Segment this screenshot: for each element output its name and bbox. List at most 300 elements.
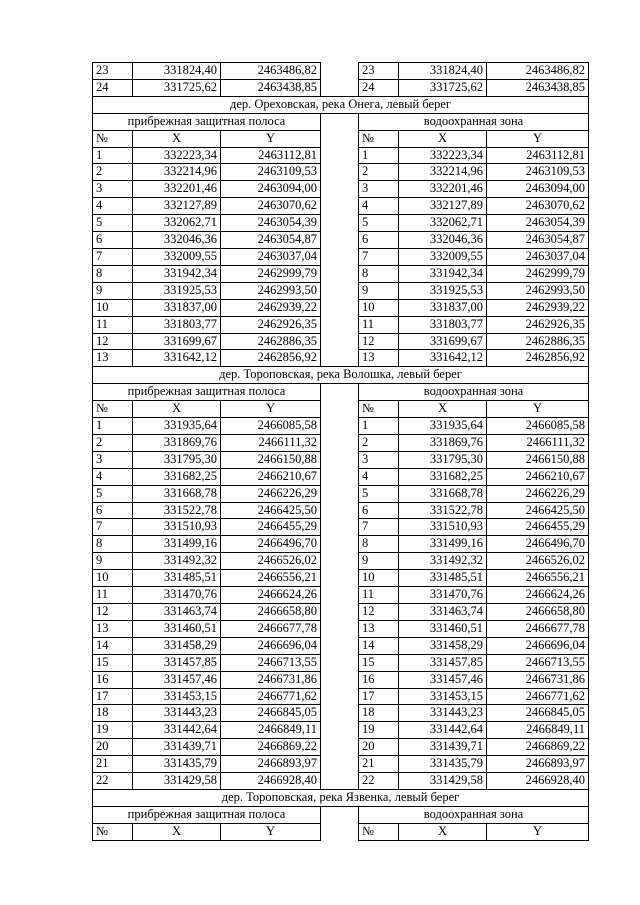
water-zone-label: водоохранная зона (359, 384, 589, 401)
point-number: 12 (93, 604, 133, 621)
column-gap (321, 299, 359, 316)
header-x: X (133, 823, 221, 840)
table-row (93, 756, 589, 773)
point-number: 2 (93, 434, 133, 451)
coord-x: 331492,32 (399, 553, 487, 570)
coord-x: 331725,62 (399, 79, 487, 96)
table-row (93, 434, 589, 451)
point-number: 15 (93, 654, 133, 671)
section-title: дер. Тороповская, река Волошка, левый берег (93, 367, 589, 384)
coord-x: 331470,76 (133, 587, 221, 604)
coord-x: 332223,34 (399, 147, 487, 164)
coord-x: 332009,55 (399, 248, 487, 265)
table-row (93, 198, 589, 215)
point-number: 5 (359, 485, 399, 502)
zone-header-row (93, 806, 589, 823)
column-gap (321, 232, 359, 249)
column-gap (321, 502, 359, 519)
point-number: 16 (359, 671, 399, 688)
point-number: 18 (93, 705, 133, 722)
coord-y: 2466624,26 (487, 587, 589, 604)
point-number: 11 (359, 316, 399, 333)
point-number: 1 (359, 418, 399, 435)
coord-x: 331522,78 (399, 502, 487, 519)
point-number: 9 (93, 553, 133, 570)
table-row (93, 63, 589, 80)
column-gap (321, 418, 359, 435)
coord-x: 331824,40 (399, 63, 487, 80)
column-gap (321, 248, 359, 265)
table-row (93, 536, 589, 553)
coord-y: 2463112,81 (221, 147, 321, 164)
coord-x: 331470,76 (399, 587, 487, 604)
coord-x: 331443,23 (133, 705, 221, 722)
coord-x: 331668,78 (399, 485, 487, 502)
column-gap (321, 536, 359, 553)
coord-y: 2462926,35 (487, 316, 589, 333)
table-row (93, 79, 589, 96)
column-header-row (93, 130, 589, 147)
table-row (93, 637, 589, 654)
coord-y: 2466677,78 (487, 620, 589, 637)
coord-y: 2466869,22 (487, 739, 589, 756)
column-gap (321, 671, 359, 688)
header-x: X (399, 823, 487, 840)
point-number: 1 (93, 147, 133, 164)
point-number: 19 (93, 722, 133, 739)
header-x: X (399, 130, 487, 147)
coord-y: 2466111,32 (487, 434, 589, 451)
point-number: 13 (359, 350, 399, 367)
coord-y: 2466226,29 (221, 485, 321, 502)
column-gap (321, 485, 359, 502)
point-number: 12 (93, 333, 133, 350)
point-number: 7 (93, 519, 133, 536)
coord-y: 2466085,58 (487, 418, 589, 435)
coord-x: 332046,36 (399, 232, 487, 249)
coord-x: 331457,85 (399, 654, 487, 671)
coord-x: 332223,34 (133, 147, 221, 164)
coord-y: 2463438,85 (221, 79, 321, 96)
column-gap (321, 215, 359, 232)
point-number: 20 (93, 739, 133, 756)
section-title-row (93, 96, 589, 113)
section-title: дер. Тороповская, река Язвенка, левый берег (93, 789, 589, 806)
table-row (93, 671, 589, 688)
header-x: X (399, 401, 487, 418)
column-gap (321, 316, 359, 333)
coordinates-table (92, 62, 589, 841)
column-header-row (93, 401, 589, 418)
coord-x: 331510,93 (399, 519, 487, 536)
column-gap (321, 350, 359, 367)
point-number: 6 (93, 232, 133, 249)
column-gap (321, 739, 359, 756)
table-row (93, 519, 589, 536)
column-gap (321, 773, 359, 790)
point-number: 4 (93, 198, 133, 215)
column-gap (321, 519, 359, 536)
table-row (93, 181, 589, 198)
coord-y: 2466111,32 (221, 434, 321, 451)
coord-x: 331439,71 (399, 739, 487, 756)
coord-y: 2466624,26 (221, 587, 321, 604)
table-row (93, 418, 589, 435)
coord-y: 2463037,04 (487, 248, 589, 265)
coord-y: 2466771,62 (487, 688, 589, 705)
coord-x: 331442,64 (399, 722, 487, 739)
coord-y: 2466845,05 (487, 705, 589, 722)
column-gap (321, 113, 359, 130)
coord-x: 331499,16 (399, 536, 487, 553)
coord-y: 2462856,92 (221, 350, 321, 367)
column-gap (321, 333, 359, 350)
point-number: 13 (93, 620, 133, 637)
point-number: 11 (93, 587, 133, 604)
coord-y: 2463486,82 (487, 63, 589, 80)
point-number: 7 (359, 519, 399, 536)
point-number: 4 (359, 198, 399, 215)
coord-x: 331485,51 (399, 570, 487, 587)
table-row (93, 604, 589, 621)
coord-y: 2466226,29 (487, 485, 589, 502)
point-number: 9 (93, 282, 133, 299)
point-number: 5 (359, 215, 399, 232)
table-row (93, 485, 589, 502)
coord-x: 331725,62 (133, 79, 221, 96)
coord-x: 331795,30 (133, 451, 221, 468)
coord-y: 2466849,11 (487, 722, 589, 739)
coord-x: 331869,76 (399, 434, 487, 451)
point-number: 10 (359, 570, 399, 587)
point-number: 22 (93, 773, 133, 790)
table-row (93, 468, 589, 485)
coord-x: 332127,89 (399, 198, 487, 215)
point-number: 17 (93, 688, 133, 705)
table-row (93, 265, 589, 282)
coord-y: 2462999,79 (487, 265, 589, 282)
table-row (93, 553, 589, 570)
coord-x: 331803,77 (133, 316, 221, 333)
table-row (93, 232, 589, 249)
header-y: Y (487, 823, 589, 840)
coord-x: 331460,51 (399, 620, 487, 637)
coord-x: 331522,78 (133, 502, 221, 519)
section-title: дер. Ореховская, река Онега, левый берег (93, 96, 589, 113)
column-gap (321, 806, 359, 823)
table-row (93, 620, 589, 637)
coord-y: 2466731,86 (221, 671, 321, 688)
point-number: 24 (93, 79, 133, 96)
table-row (93, 282, 589, 299)
header-no: № (359, 823, 399, 840)
point-number: 7 (93, 248, 133, 265)
point-number: 20 (359, 739, 399, 756)
column-gap (321, 181, 359, 198)
header-x: X (133, 130, 221, 147)
coord-y: 2463438,85 (487, 79, 589, 96)
point-number: 21 (359, 756, 399, 773)
coord-y: 2466928,40 (221, 773, 321, 790)
coord-y: 2463070,62 (221, 198, 321, 215)
column-gap (321, 604, 359, 621)
point-number: 2 (93, 164, 133, 181)
table-row (93, 722, 589, 739)
header-y: Y (221, 401, 321, 418)
coord-x: 332062,71 (133, 215, 221, 232)
point-number: 12 (359, 604, 399, 621)
point-number: 23 (359, 63, 399, 80)
coord-x: 332046,36 (133, 232, 221, 249)
point-number: 14 (359, 637, 399, 654)
column-gap (321, 265, 359, 282)
table-row (93, 705, 589, 722)
column-gap (321, 282, 359, 299)
coord-x: 331699,67 (399, 333, 487, 350)
coord-y: 2466869,22 (221, 739, 321, 756)
coord-x: 331510,93 (133, 519, 221, 536)
table-row (93, 654, 589, 671)
coord-y: 2466455,29 (487, 519, 589, 536)
table-row (93, 147, 589, 164)
coord-x: 331453,15 (399, 688, 487, 705)
coord-x: 331439,71 (133, 739, 221, 756)
header-no: № (359, 401, 399, 418)
coord-y: 2462993,50 (221, 282, 321, 299)
coord-y: 2466771,62 (221, 688, 321, 705)
coord-x: 331435,79 (399, 756, 487, 773)
column-gap (321, 63, 359, 80)
coord-y: 2466455,29 (221, 519, 321, 536)
coord-y: 2463094,00 (487, 181, 589, 198)
coord-y: 2463054,39 (487, 215, 589, 232)
coord-y: 2466150,88 (487, 451, 589, 468)
point-number: 10 (359, 299, 399, 316)
point-number: 2 (359, 164, 399, 181)
column-gap (321, 823, 359, 840)
point-number: 8 (93, 536, 133, 553)
coord-x: 332201,46 (133, 181, 221, 198)
coord-x: 331457,46 (399, 671, 487, 688)
header-y: Y (487, 130, 589, 147)
column-gap (321, 587, 359, 604)
column-gap (321, 79, 359, 96)
coord-x: 331795,30 (399, 451, 487, 468)
coord-y: 2462926,35 (221, 316, 321, 333)
coord-x: 331942,34 (133, 265, 221, 282)
point-number: 21 (93, 756, 133, 773)
header-y: Y (487, 401, 589, 418)
table-row (93, 248, 589, 265)
header-y: Y (221, 130, 321, 147)
point-number: 12 (359, 333, 399, 350)
point-number: 8 (93, 265, 133, 282)
coord-y: 2462999,79 (221, 265, 321, 282)
coord-y: 2466696,04 (221, 637, 321, 654)
coord-y: 2462939,22 (487, 299, 589, 316)
header-y: Y (221, 823, 321, 840)
coord-x: 331824,40 (133, 63, 221, 80)
coord-x: 331457,85 (133, 654, 221, 671)
coastal-strip-label: прибрежная защитная полоса (93, 113, 321, 130)
point-number: 9 (359, 282, 399, 299)
coord-y: 2463112,81 (487, 147, 589, 164)
coord-x: 331837,00 (399, 299, 487, 316)
section-title-row (93, 367, 589, 384)
point-number: 6 (359, 232, 399, 249)
coord-y: 2466677,78 (221, 620, 321, 637)
coord-y: 2463486,82 (221, 63, 321, 80)
coord-y: 2462993,50 (487, 282, 589, 299)
column-gap (321, 130, 359, 147)
coord-x: 332214,96 (133, 164, 221, 181)
coord-x: 331485,51 (133, 570, 221, 587)
section-title-row (93, 789, 589, 806)
table-row (93, 773, 589, 790)
coord-y: 2462856,92 (487, 350, 589, 367)
coord-x: 331642,12 (133, 350, 221, 367)
coord-x: 331463,74 (133, 604, 221, 621)
water-zone-label: водоохранная зона (359, 113, 589, 130)
coastal-strip-label: прибрежная защитная полоса (93, 384, 321, 401)
coord-y: 2463109,53 (487, 164, 589, 181)
coord-y: 2466210,67 (487, 468, 589, 485)
coord-y: 2466556,21 (221, 570, 321, 587)
point-number: 22 (359, 773, 399, 790)
coord-x: 331682,25 (133, 468, 221, 485)
point-number: 2 (359, 434, 399, 451)
header-no: № (93, 130, 133, 147)
point-number: 4 (93, 468, 133, 485)
table-row (93, 688, 589, 705)
header-no: № (93, 823, 133, 840)
column-gap (321, 654, 359, 671)
table-row (93, 739, 589, 756)
point-number: 6 (93, 502, 133, 519)
coord-x: 331463,74 (399, 604, 487, 621)
point-number: 14 (93, 637, 133, 654)
coord-x: 332201,46 (399, 181, 487, 198)
coord-y: 2463109,53 (221, 164, 321, 181)
point-number: 18 (359, 705, 399, 722)
coord-x: 331458,29 (399, 637, 487, 654)
coord-y: 2462886,35 (221, 333, 321, 350)
coord-x: 331942,34 (399, 265, 487, 282)
zone-header-row (93, 384, 589, 401)
coord-y: 2463037,04 (221, 248, 321, 265)
coord-y: 2466845,05 (221, 705, 321, 722)
table-row (93, 451, 589, 468)
coord-x: 331668,78 (133, 485, 221, 502)
column-gap (321, 401, 359, 418)
coord-y: 2462939,22 (221, 299, 321, 316)
coord-x: 331429,58 (399, 773, 487, 790)
point-number: 13 (359, 620, 399, 637)
coord-y: 2466928,40 (487, 773, 589, 790)
coord-y: 2466849,11 (221, 722, 321, 739)
coord-x: 331443,23 (399, 705, 487, 722)
column-gap (321, 722, 359, 739)
column-gap (321, 384, 359, 401)
point-number: 6 (359, 502, 399, 519)
coord-y: 2466526,02 (487, 553, 589, 570)
column-gap (321, 705, 359, 722)
point-number: 7 (359, 248, 399, 265)
coord-y: 2466150,88 (221, 451, 321, 468)
coord-y: 2466496,70 (487, 536, 589, 553)
column-gap (321, 688, 359, 705)
coord-y: 2466425,50 (221, 502, 321, 519)
table-row (93, 164, 589, 181)
coord-y: 2466731,86 (487, 671, 589, 688)
coord-y: 2463054,87 (221, 232, 321, 249)
coord-x: 331935,64 (133, 418, 221, 435)
point-number: 8 (359, 536, 399, 553)
coastal-strip-label: прибрежная защитная полоса (93, 806, 321, 823)
column-gap (321, 620, 359, 637)
coord-y: 2463054,39 (221, 215, 321, 232)
table-row (93, 299, 589, 316)
coord-y: 2466696,04 (487, 637, 589, 654)
coord-x: 331935,64 (399, 418, 487, 435)
point-number: 8 (359, 265, 399, 282)
coord-x: 331453,15 (133, 688, 221, 705)
coord-x: 331442,64 (133, 722, 221, 739)
point-number: 3 (93, 181, 133, 198)
coord-y: 2463070,62 (487, 198, 589, 215)
column-gap (321, 637, 359, 654)
table-row (93, 350, 589, 367)
coord-x: 332009,55 (133, 248, 221, 265)
coord-y: 2466425,50 (487, 502, 589, 519)
coord-x: 331642,12 (399, 350, 487, 367)
point-number: 1 (359, 147, 399, 164)
coord-y: 2466893,97 (487, 756, 589, 773)
column-gap (321, 756, 359, 773)
point-number: 24 (359, 79, 399, 96)
table-row (93, 316, 589, 333)
point-number: 3 (359, 451, 399, 468)
table-row (93, 502, 589, 519)
point-number: 17 (359, 688, 399, 705)
column-header-row (93, 823, 589, 840)
header-no: № (93, 401, 133, 418)
point-number: 3 (93, 451, 133, 468)
coord-x: 331699,67 (133, 333, 221, 350)
point-number: 10 (93, 570, 133, 587)
point-number: 19 (359, 722, 399, 739)
table-row (93, 570, 589, 587)
coord-x: 331803,77 (399, 316, 487, 333)
coord-y: 2463094,00 (221, 181, 321, 198)
coord-x: 331457,46 (133, 671, 221, 688)
point-number: 13 (93, 350, 133, 367)
point-number: 10 (93, 299, 133, 316)
coord-x: 331458,29 (133, 637, 221, 654)
coord-x: 331837,00 (133, 299, 221, 316)
coord-x: 331492,32 (133, 553, 221, 570)
column-gap (321, 451, 359, 468)
coord-y: 2466556,21 (487, 570, 589, 587)
coord-y: 2466085,58 (221, 418, 321, 435)
coord-y: 2466210,67 (221, 468, 321, 485)
column-gap (321, 164, 359, 181)
point-number: 11 (93, 316, 133, 333)
point-number: 4 (359, 468, 399, 485)
table-row (93, 333, 589, 350)
point-number: 1 (93, 418, 133, 435)
point-number: 11 (359, 587, 399, 604)
